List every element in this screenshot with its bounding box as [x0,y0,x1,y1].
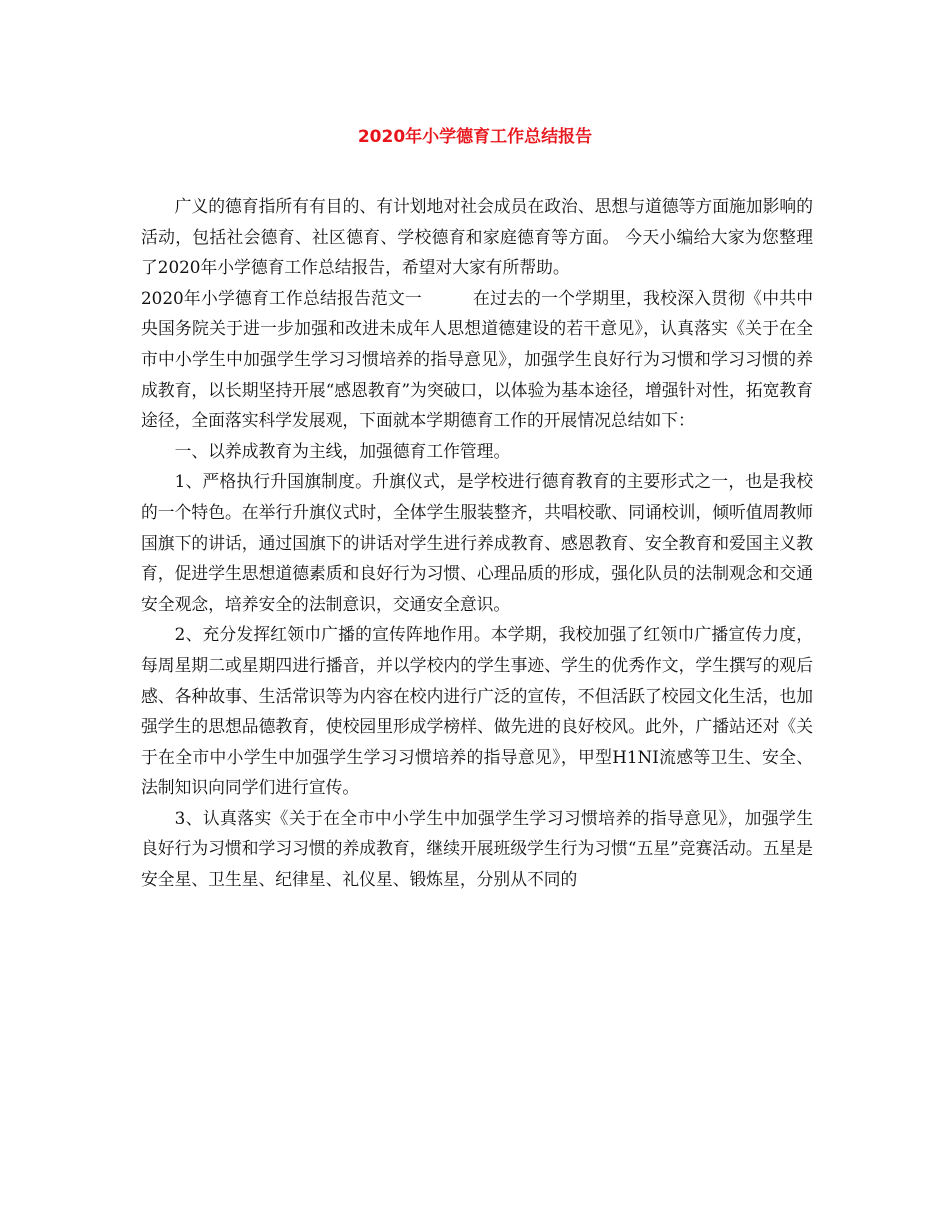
document-body [141,191,813,895]
document-title: 2020年小学德育工作总结报告 [357,127,593,147]
sample-one-paragraph: 2020年小学德育工作总结报告范文一 在过去的一个学期里，我校深入贯彻《中共中央国务院关于进一步加强和改进未成年人思想道德建设的若干意见》，认真落实《关于在全市中小学生中加强学生学习习惯培养的指导意见》，加强学生良好行为习惯和学习习惯的养成教育，以长期坚持开展“感恩教育”为突破口，以体验为基本途径，增强针对性，拓宽教育途径，全面落实科学发展观，下面就本学期德育工作的开展情况总结如下： [141,287,813,431]
item-one-paragraph: 1、严格执行升国旗制度。升旗仪式，是学校进行德育教育的主要形式之一，也是我校的一个特色。在举行升旗仪式时，全体学生服装整齐，共唱校歌、同诵校训，倾听值周教师国旗下的讲话，通过国旗下的讲话对学生进行养成教育、感恩教育、安全教育和爱国主义教育，促进学生思想道德素质和良好行为习惯、心理品质的形成，强化队员的法制观念和交通安全观念，培养安全的法制意识，交通安全意识。 [141,471,813,614]
intro-paragraph: 广义的德育指所有有目的、有计划地对社会成员在政治、思想与道德等方面施加影响的活动，包括社会德育、社区德育、学校德育和家庭德育等方面。 今天小编给大家为您整理了2020年小学德育工作总结报告，希望对大家有所帮助。 [141,196,813,278]
item-three-paragraph: 3、认真落实《关于在全市中小学生中加强学生学习习惯培养的指导意见》，加强学生良好行为习惯和学习习惯的养成教育，继续开展班级学生行为习惯“五星”竞赛活动。五星是安全星、卫生星、纪律星、礼仪星、锻炼星，分别从不同的 [141,807,813,890]
section-heading-one: 一、以养成教育为主线，加强德育工作管理。 [174,440,511,461]
item-two-paragraph: 2、充分发挥红领巾广播的宣传阵地作用。本学期，我校加强了红领巾广播宣传力度，每周星期二或星期四进行播音，并以学校内的学生事迹、学生的优秀作文，学生撰写的观后感、各种故事、生活常识等为内容在校内进行广泛的宣传，不但活跃了校园文化生活，也加强学生的思想品德教育，使校园里形成学榜样、做先进的良好校风。此外，广播站还对《关于在全市中小学生中加强学生学习习惯培养的指导意见》，甲型H1NI流感等卫生、安全、法制知识向同学们进行宣传。 [141,624,813,798]
